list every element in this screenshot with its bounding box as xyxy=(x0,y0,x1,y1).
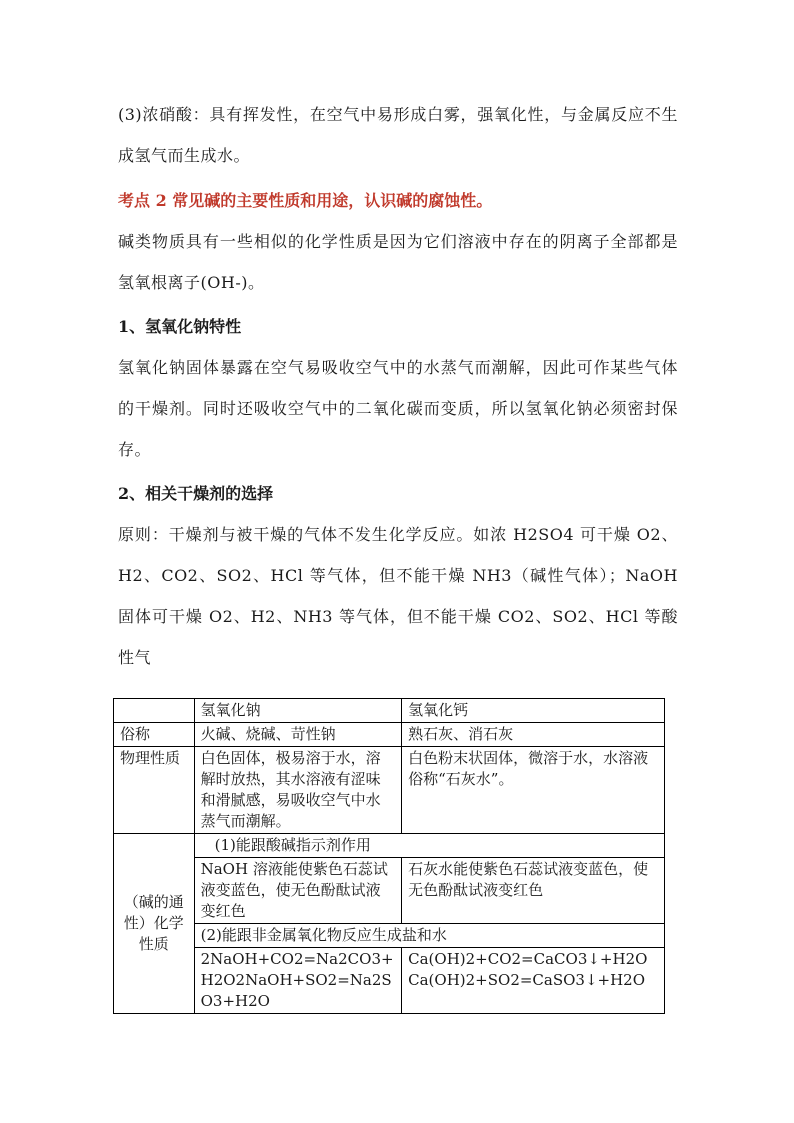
row-label-chemical: （碱的通性）化学性质 xyxy=(114,834,195,1014)
row-label-common-name: 俗称 xyxy=(114,723,195,747)
table-row-chemical-sub2 xyxy=(114,924,665,948)
table-row-chemical-sub1 xyxy=(114,834,665,858)
table-cell-empty xyxy=(114,699,195,723)
column-header-naoh: 氢氧化钠 xyxy=(194,699,402,723)
table-row-physical xyxy=(114,747,665,834)
cell-caoh-physical: 白色粉末状固体，微溶于水，水溶液俗称“石灰水”。 xyxy=(402,747,665,834)
row-label-physical: 物理性质 xyxy=(114,747,195,834)
section-heading-key-point-2: 考点 2 常见碱的主要性质和用途，认识碱的腐蚀性。 xyxy=(118,191,493,210)
cell-naoh-common-name: 火碱、烧碱、苛性钠 xyxy=(194,723,402,747)
paragraph-nitric-acid: (3)浓硝酸：具有挥发性，在空气中易形成白雾，强氧化性，与金属反应不生成氢气而生成水。 xyxy=(118,105,678,165)
table-header-row xyxy=(114,699,665,723)
cell-caoh-indicator: 石灰水能使紫色石蕊试液变蓝色，使无色酚酞试液变红色 xyxy=(402,858,665,924)
subheading-nonmetal-oxide: (2)能跟非金属氧化物反应生成盐和水 xyxy=(194,924,664,948)
paragraph-desiccant-principle: 原则：干燥剂与被干燥的气体不发生化学反应。如浓 H2SO4 可干燥 O2、H2、CO2、SO2、HCl 等气体，但不能干燥 NH3（碱性气体）；NaOH 固体可干燥 O2、H2、NH3 等气体，但不能干燥 CO2、SO2、HCl 等酸性气 xyxy=(118,525,678,667)
table-row-nonmetal-oxide xyxy=(114,948,665,1014)
paragraph-base-properties: 碱类物质具有一些相似的化学性质是因为它们溶液中存在的阴离子全部都是氢氧根离子(OH-)。 xyxy=(118,232,678,292)
subheading-indicator: (1)能跟酸碱指示剂作用 xyxy=(194,834,664,858)
base-properties-table xyxy=(113,698,665,1014)
cell-naoh-physical: 白色固体，极易溶于水，溶解时放热，其水溶液有涩味和滑腻感，易吸收空气中水蒸气而潮解。 xyxy=(194,747,402,834)
paragraph-naoh-description: 氢氧化钠固体暴露在空气易吸收空气中的水蒸气而潮解，因此可作某些气体的干燥剂。同时还吸收空气中的二氧化碳而变质，所以氢氧化钠必须密封保存。 xyxy=(118,358,678,459)
heading-desiccant-selection: 2、相关干燥剂的选择 xyxy=(118,484,274,503)
cell-naoh-indicator: NaOH 溶液能使紫色石蕊试液变蓝色，使无色酚酞试液变红色 xyxy=(194,858,402,924)
table-row-indicator xyxy=(114,858,665,924)
cell-caoh-common-name: 熟石灰、消石灰 xyxy=(402,723,665,747)
column-header-caoh: 氢氧化钙 xyxy=(402,699,665,723)
table-row-common-name xyxy=(114,723,665,747)
cell-caoh-nonmetal-oxide: Ca(OH)2+CO2=CaCO3↓+H2OCa(OH)2+SO2=CaSO3↓+H2O xyxy=(402,948,665,1014)
heading-naoh-properties: 1、氢氧化钠特性 xyxy=(118,317,242,336)
cell-naoh-nonmetal-oxide: 2NaOH+CO2=Na2CO3+H2O2NaOH+SO2=Na2SO3+H2O xyxy=(194,948,402,1014)
